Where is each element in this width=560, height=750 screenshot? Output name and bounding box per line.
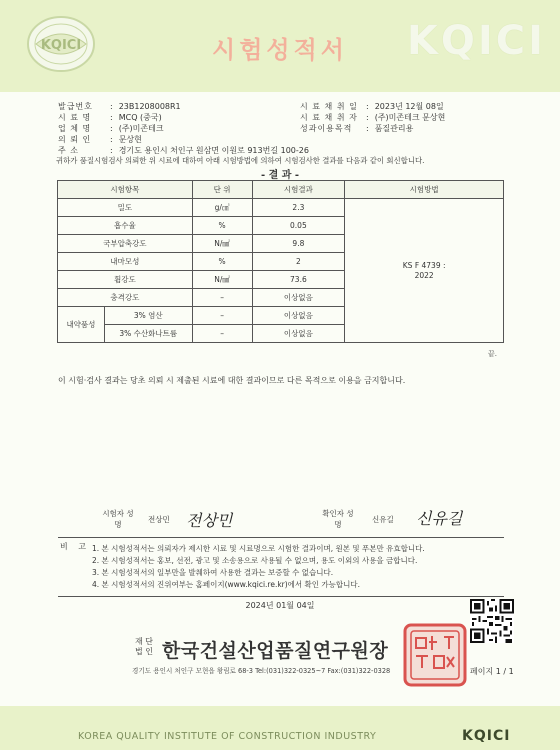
sample-taker-value: (주)미존테크 문상현 [374,113,446,122]
receipt-no-value: 23B1208008R1 [118,102,181,111]
footer-logo: KQICI [462,728,511,744]
remark-line: 3. 본 시험성적서의 일부만을 발췌하여 사용한 결과는 보증할 수 없습니다. [92,568,334,577]
remark-line: 2. 본 시험성적서는 홍보, 선전, 광고 및 소송용으로 사용될 수 없으며, 용도 이외의 사용을 금합니다. [92,556,418,565]
col-header-result: 시험결과 [252,181,345,199]
remark-line: 1. 본 시험성적서는 의뢰자가 제시한 시료 및 시료명으로 시험한 결과이며, 원본 및 푸본만 유효합니다. [92,544,425,553]
tester-name: 전상민 [148,515,170,524]
col-header-unit: 단 위 [192,181,252,199]
document-title: 시험성적서 [212,36,348,64]
table-row: 흡수율 % 0.05 [58,217,504,235]
table-row: 3% 수산화나트륨 – 이상없음 [58,325,504,343]
approver-name: 신유길 [372,515,394,524]
header-logo-text: KQICI [406,18,546,64]
tester-label: 시험자 성 명 [102,509,134,529]
institute-address: 경기도 용인시 처인구 모현읍 왕림로 68-3 Tel:(031)322-0325~7 Fax:(031)322-0328 [132,667,391,675]
col-header-item: 시험항목 [58,181,193,199]
foundation-label: 재 단 법 인 [135,637,153,656]
sample-name-row: 시 료 명 : MCQ (중국) [58,113,162,122]
qr-code-icon [470,599,514,643]
notice-text: 귀하가 품질시험검사 의뢰한 위 시료에 대하여 아래 시험방법에 의하여 시험검사한 결과를 다음과 같이 회신합니다. [56,156,425,165]
test-method-cell: KS F 4739 : 2022 [345,199,504,343]
sample-date-row: 시 료 채 취 일 : 2023년 12월 08일 [300,102,444,111]
result-heading: - 결 과 - [260,170,300,181]
sample-taker-row: 시 료 채 취 자 : (주)미존테크 문상현 [300,113,446,122]
tester-signature: 전상민 [186,511,233,530]
chem-resistance-group: 내약품성 [58,307,105,343]
results-table [57,180,504,343]
table-row: 충격강도 – 이상없음 [58,289,504,307]
official-seal-stamp [402,622,468,688]
table-header-row [58,181,504,199]
table-end-mark: 끝. [488,350,497,358]
remarks-label: 비 고 [60,542,90,551]
client-row: 의 뢰 인 : 문상현 [58,135,142,144]
table-row: 국부압축강도 N/㎟ 9.8 [58,235,504,253]
address-row: 주 소 : 경기도 용인시 처인구 원삼면 이원로 913번길 100-26 [58,146,309,155]
client-value: 문상현 [118,135,142,144]
table-row: 내마모성 % 2 [58,253,504,271]
remarks-top-divider [58,537,504,538]
approver-label: 확인자 성 명 [322,509,354,529]
company-row: 업 체 명 : (주)미존테크 [58,124,164,133]
purpose-value: 품질관리용 [374,124,414,133]
sample-name-value: MCQ (중국) [118,113,162,122]
sample-date-value: 2023년 12월 08일 [374,102,444,111]
table-row: 밀도 g/㎤ 2.3 KS F 4739 : 2022 [58,199,504,217]
address-value: 경기도 용인시 처인구 원삼면 이원로 913번길 100-26 [118,146,309,155]
issue-date: 2024년 01월 04일 [245,601,315,610]
remark-line: 4. 본 시험성적서의 진위여부는 홈페이지(www.kqici.re.kr)에서 확인 가능합니다. [92,580,361,589]
company-value: (주)미존테크 [118,124,164,133]
col-header-method: 시험방법 [345,181,504,199]
remarks-bottom-divider [58,596,504,597]
svg-text:KQICI: KQICI [40,38,82,53]
page-number: 페이지 1 / 1 [470,667,514,676]
table-row: 휨강도 N/㎟ 73.6 [58,271,504,289]
footer-institute-text: KOREA QUALITY INSTITUTE OF CONSTRUCTION INDUSTRY [78,731,377,742]
purpose-row: 성과이용목적 : 품질관리용 [300,124,414,133]
institute-name: 한국건설산업품질연구원장 [162,640,389,662]
disclaimer-text: 이 시험·검사 결과는 당초 의뢰 시 제출된 시료에 대한 결과이므로 다른 목적으로 이용을 금지합니다. [58,376,406,385]
table-row: 내약품성 3% 염산 – 이상없음 [58,307,504,325]
approver-signature: 신유길 [416,509,463,528]
receipt-no-row: 발급번호 : 23B1208008R1 [58,102,181,111]
